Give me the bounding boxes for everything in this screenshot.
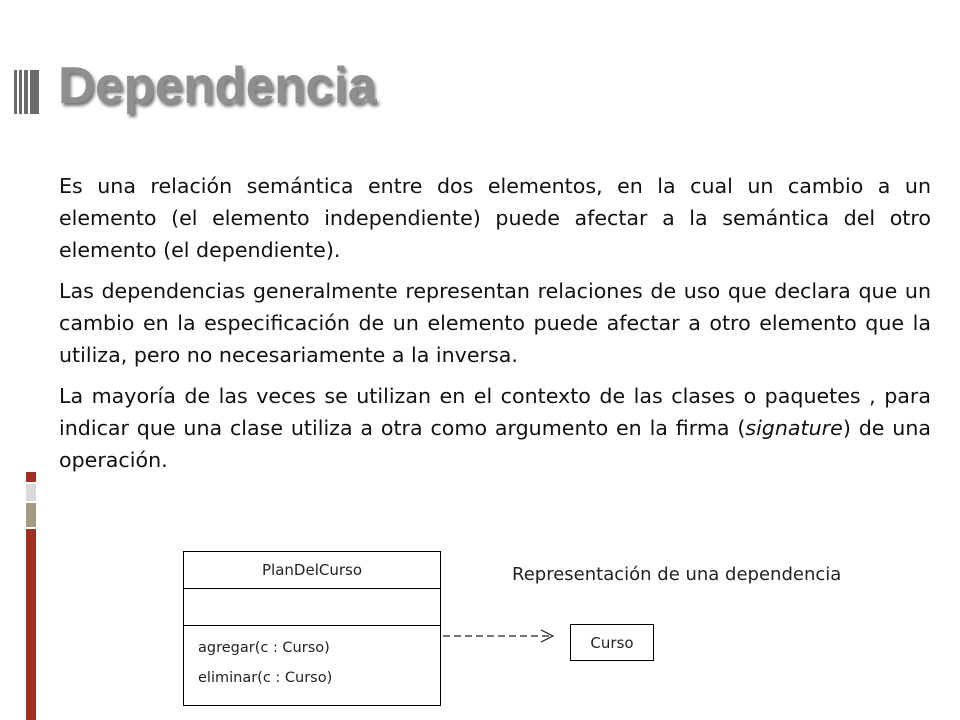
uml-operation: agregar(c : Curso) (198, 640, 330, 656)
paragraph-definition: Es una relación semántica entre dos elementos, en la cual un cambio a un elemento (el elemento independiente) puede afectar a la semántica del otro elemento (el dependiente). (59, 174, 931, 262)
signature-emphasis: signature (745, 416, 843, 440)
uml-attributes-compartment (184, 589, 440, 626)
left-accent-red-top (26, 472, 36, 482)
paragraph-context-end: ) de una operación. (59, 416, 931, 472)
uml-class-name: PlanDelCurso (184, 552, 440, 589)
paragraph-usage: Las dependencias generalmente representan relaciones de uso que declara que un cambio en la especificación de un elemento puede afectar a otro elemento que la utiliza, pero no necesariamente a la inversa. (59, 279, 931, 367)
slide-body (59, 170, 931, 485)
paragraph-context-text: La mayoría de las veces se utilizan en el contexto de las clases o paquetes , para indicar que una clase utiliza a otra como argumento en la firma ( (59, 384, 931, 440)
paragraph-context (59, 380, 931, 476)
uml-class-curso: Curso (570, 624, 654, 661)
diagram-caption: Representación de una dependencia (512, 564, 842, 585)
slide-title: Dependencia (58, 57, 377, 115)
left-accent-red (26, 529, 36, 720)
uml-operations-compartment (184, 626, 440, 696)
dependency-arrow (441, 626, 565, 650)
left-accent-gray (26, 484, 36, 501)
left-accent-tan (26, 503, 36, 527)
title-bars-decoration (14, 70, 40, 114)
uml-operation: eliminar(c : Curso) (198, 670, 333, 686)
uml-class-plandelcurso (183, 551, 441, 706)
